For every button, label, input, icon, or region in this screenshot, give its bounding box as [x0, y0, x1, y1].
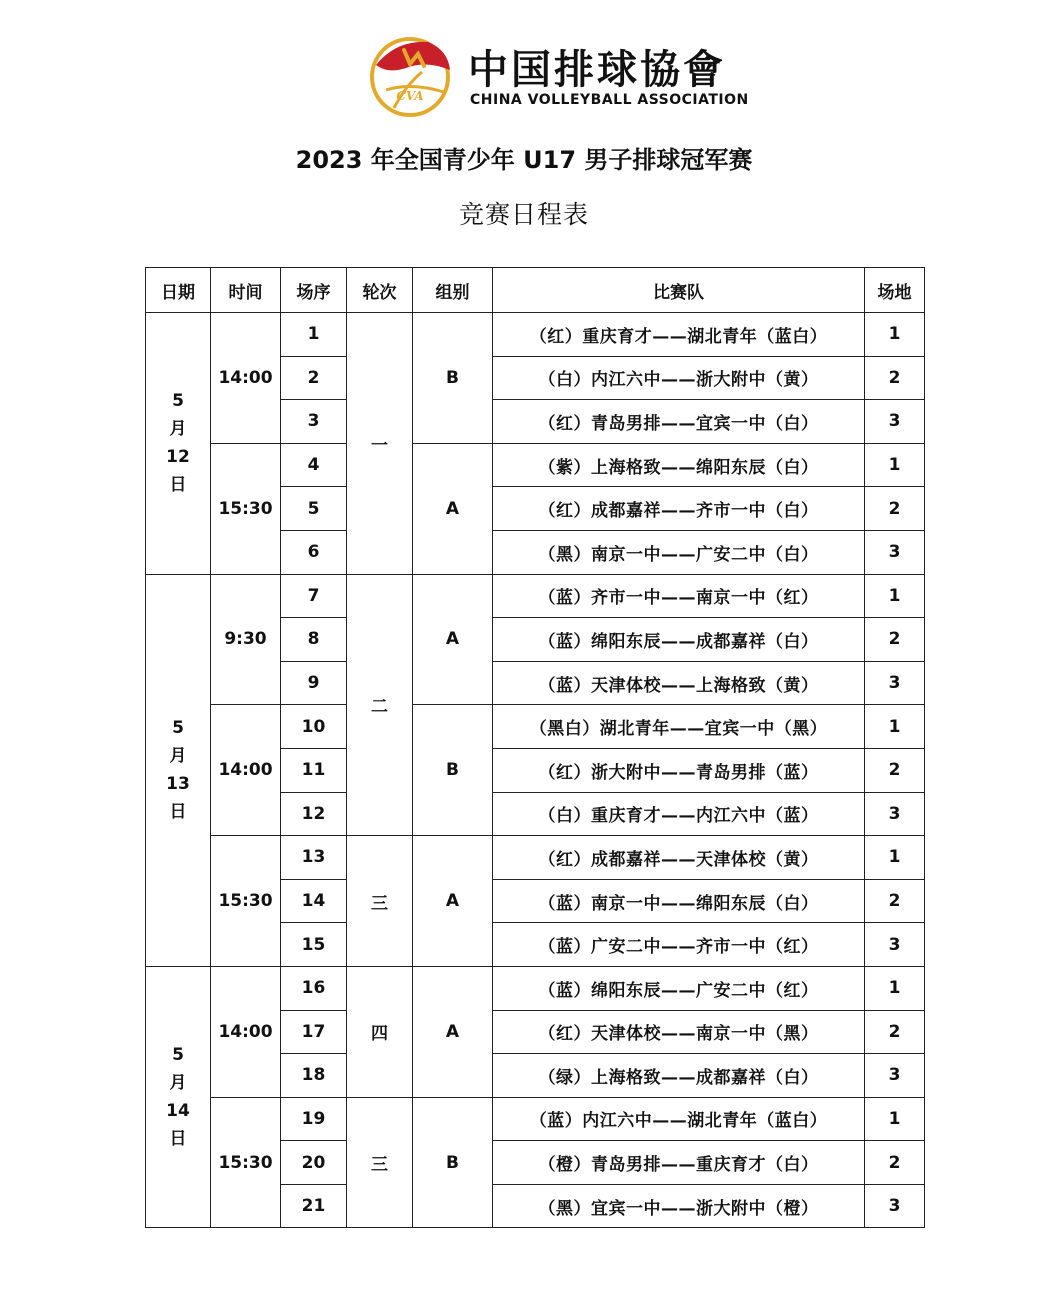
schedule-table	[145, 267, 925, 1228]
match-teams: （蓝）绵阳东辰——成都嘉祥（白）	[493, 618, 865, 662]
match-teams: （白）重庆育才——内江六中（蓝）	[493, 792, 865, 836]
match-teams: （蓝）内江六中——湖北青年（蓝白）	[493, 1097, 865, 1141]
match-teams: （红）青岛男排——宜宾一中（白）	[493, 400, 865, 444]
match-no: 14	[281, 879, 347, 923]
group-cell: B	[413, 1097, 493, 1228]
group-cell: B	[413, 313, 493, 444]
header-court: 场地	[865, 268, 925, 313]
match-no: 20	[281, 1141, 347, 1185]
court-cell: 1	[865, 574, 925, 618]
header-match-no: 场序	[281, 268, 347, 313]
match-no: 13	[281, 836, 347, 880]
date-cell: 5 月 14 日	[146, 966, 211, 1228]
time-cell: 9:30	[211, 574, 281, 705]
match-teams: （黑）南京一中——广安二中（白）	[493, 530, 865, 574]
group-cell: B	[413, 705, 493, 836]
match-no: 12	[281, 792, 347, 836]
match-no: 15	[281, 923, 347, 967]
match-no: 7	[281, 574, 347, 618]
court-cell: 1	[865, 313, 925, 357]
table-row	[146, 966, 925, 1010]
round-cell: 三	[347, 1097, 413, 1228]
header-round: 轮次	[347, 268, 413, 313]
match-no: 3	[281, 400, 347, 444]
match-no: 21	[281, 1184, 347, 1228]
match-no: 5	[281, 487, 347, 531]
group-cell: A	[413, 443, 493, 574]
match-no: 18	[281, 1054, 347, 1098]
match-no: 6	[281, 530, 347, 574]
table-row	[146, 705, 925, 749]
match-no: 10	[281, 705, 347, 749]
round-cell: 二	[347, 574, 413, 836]
court-cell: 1	[865, 836, 925, 880]
match-teams: （蓝）绵阳东辰——广安二中（红）	[493, 966, 865, 1010]
header-group: 组别	[413, 268, 493, 313]
table-header-row	[146, 268, 925, 313]
court-cell: 2	[865, 748, 925, 792]
court-cell: 2	[865, 487, 925, 531]
court-cell: 1	[865, 966, 925, 1010]
page-title: 2023 年全国青少年 U17 男子排球冠军赛	[295, 146, 753, 174]
match-no: 9	[281, 661, 347, 705]
round-cell: 三	[347, 836, 413, 967]
court-cell: 2	[865, 618, 925, 662]
match-teams: （红）天津体校——南京一中（黑）	[493, 1010, 865, 1054]
volleyball-icon	[366, 30, 461, 120]
time-cell: 14:00	[211, 705, 281, 836]
match-teams: （白）内江六中——浙大附中（黄）	[493, 356, 865, 400]
court-cell: 3	[865, 530, 925, 574]
court-cell: 1	[865, 443, 925, 487]
page-subtitle: 竞赛日程表	[458, 200, 589, 229]
match-teams: （红）成都嘉祥——天津体校（黄）	[493, 836, 865, 880]
time-cell: 14:00	[211, 966, 281, 1097]
round-cell: 一	[347, 313, 413, 575]
match-no: 11	[281, 748, 347, 792]
header-time: 时间	[211, 268, 281, 313]
cva-logo	[366, 30, 749, 120]
group-cell: A	[413, 966, 493, 1097]
match-teams: （蓝）南京一中——绵阳东辰（白）	[493, 879, 865, 923]
match-teams: （黑）宜宾一中——浙大附中（橙）	[493, 1184, 865, 1228]
svg-text:CVA: CVA	[396, 89, 424, 103]
date-cell: 5 月 12 日	[146, 313, 211, 575]
court-cell: 1	[865, 1097, 925, 1141]
logo-name-en: CHINA VOLLEYBALL ASSOCIATION	[470, 92, 749, 108]
time-cell: 14:00	[211, 313, 281, 444]
match-no: 4	[281, 443, 347, 487]
match-no: 2	[281, 356, 347, 400]
court-cell: 2	[865, 1010, 925, 1054]
match-teams: （红）重庆育才——湖北青年（蓝白）	[493, 313, 865, 357]
match-teams: （蓝）广安二中——齐市一中（红）	[493, 923, 865, 967]
court-cell: 2	[865, 356, 925, 400]
court-cell: 2	[865, 879, 925, 923]
match-teams: （红）成都嘉祥——齐市一中（白）	[493, 487, 865, 531]
match-teams: （蓝）天津体校——上海格致（黄）	[493, 661, 865, 705]
court-cell: 3	[865, 923, 925, 967]
match-no: 8	[281, 618, 347, 662]
match-teams: （黑白）湖北青年——宜宾一中（黑）	[493, 705, 865, 749]
time-cell: 15:30	[211, 1097, 281, 1228]
court-cell: 2	[865, 1141, 925, 1185]
match-teams: （绿）上海格致——成都嘉祥（白）	[493, 1054, 865, 1098]
match-no: 17	[281, 1010, 347, 1054]
table-row	[146, 574, 925, 618]
header-teams: 比赛队	[493, 268, 865, 313]
match-no: 19	[281, 1097, 347, 1141]
date-cell: 5 月 13 日	[146, 574, 211, 966]
court-cell: 3	[865, 1054, 925, 1098]
table-row	[146, 1097, 925, 1141]
header-date: 日期	[146, 268, 211, 313]
group-cell: A	[413, 574, 493, 705]
match-no: 1	[281, 313, 347, 357]
group-cell: A	[413, 836, 493, 967]
match-no: 16	[281, 966, 347, 1010]
court-cell: 3	[865, 792, 925, 836]
table-row	[146, 836, 925, 880]
match-teams: （紫）上海格致——绵阳东辰（白）	[493, 443, 865, 487]
table-row	[146, 313, 925, 357]
match-teams: （橙）青岛男排——重庆育才（白）	[493, 1141, 865, 1185]
court-cell: 3	[865, 400, 925, 444]
court-cell: 3	[865, 661, 925, 705]
time-cell: 15:30	[211, 836, 281, 967]
round-cell: 四	[347, 966, 413, 1097]
match-teams: （红）浙大附中——青岛男排（蓝）	[493, 748, 865, 792]
table-row	[146, 443, 925, 487]
court-cell: 1	[865, 705, 925, 749]
court-cell: 3	[865, 1184, 925, 1228]
match-teams: （蓝）齐市一中——南京一中（红）	[493, 574, 865, 618]
time-cell: 15:30	[211, 443, 281, 574]
logo-name-cn: 中国排球協會	[468, 46, 726, 93]
